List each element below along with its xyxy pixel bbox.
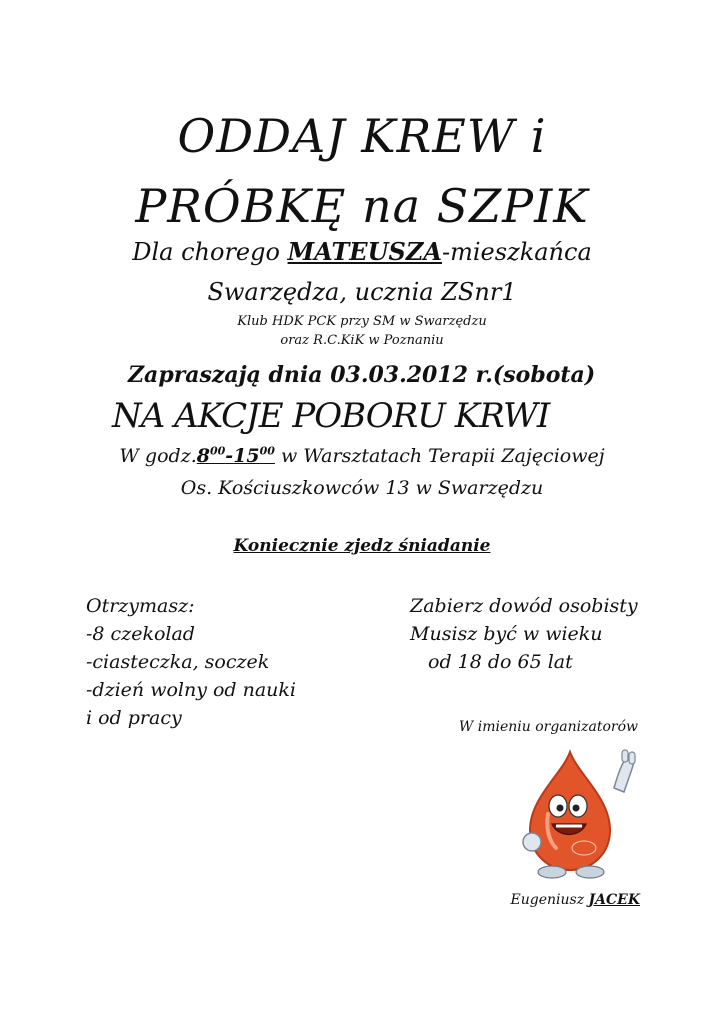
hours-start-m: 00: [209, 444, 226, 458]
subtitle-prefix: Dla chorego: [132, 238, 288, 266]
on-behalf-label: W imieniu organizatorów: [458, 719, 638, 735]
hours-suffix: w Warsztatach Terapii Zajęciowej: [274, 445, 605, 467]
requirement-age-range: od 18 do 65 lat: [428, 651, 573, 673]
hours-line: [0, 442, 724, 470]
invitation-date: Zapraszają dnia 03.03.2012 r.(sobota): [128, 362, 596, 388]
hours-sep: -: [225, 445, 234, 467]
title-line-1: ODDAJ KREW i: [177, 109, 547, 163]
requirement-age: Musisz być w wieku: [410, 623, 603, 645]
signature: [511, 889, 640, 911]
blood-drop-mascot-icon: [518, 744, 642, 880]
title-line-2: PRÓBKĘ na SZPIK: [135, 179, 589, 233]
receive-item: -8 czekolad: [86, 623, 195, 645]
subtitle-line-2: Swarzędza, ucznia ZSnr1: [207, 278, 517, 306]
breakfast-note: Koniecznie zjedz śniadanie: [233, 536, 491, 556]
receive-item: Otrzymasz:: [86, 595, 195, 617]
action-title: NA AKCJE POBORU KRWI: [112, 396, 550, 436]
organizer-line-2: oraz R.C.KiK w Poznaniu: [280, 333, 444, 348]
organizer-line-1: Klub HDK PCK przy SM w Swarzędzu: [237, 314, 487, 329]
subtitle-line-1: [0, 236, 724, 268]
hours-end-h: 15: [233, 445, 260, 467]
hours-start-h: 8: [196, 445, 210, 467]
patient-name: MATEUSZA: [287, 237, 442, 266]
receive-item: -ciasteczka, soczek: [86, 651, 270, 673]
address-line: Os. Kościuszkowców 13 w Swarzędzu: [180, 477, 544, 499]
signature-first-name: Eugeniusz: [510, 892, 589, 908]
receive-item: -dzień wolny od nauki: [86, 679, 297, 701]
requirements-list: [410, 592, 638, 676]
hours-end-m: 00: [259, 444, 275, 458]
hours-prefix: W godz.: [119, 445, 197, 467]
receive-list: [86, 592, 296, 732]
requirement-id: Zabierz dowód osobisty: [410, 595, 638, 617]
receive-item: i od pracy: [86, 707, 182, 729]
hours-range: [197, 445, 275, 467]
signature-last-name: JACEK: [588, 892, 640, 908]
subtitle-suffix: -mieszkańca: [442, 238, 592, 266]
